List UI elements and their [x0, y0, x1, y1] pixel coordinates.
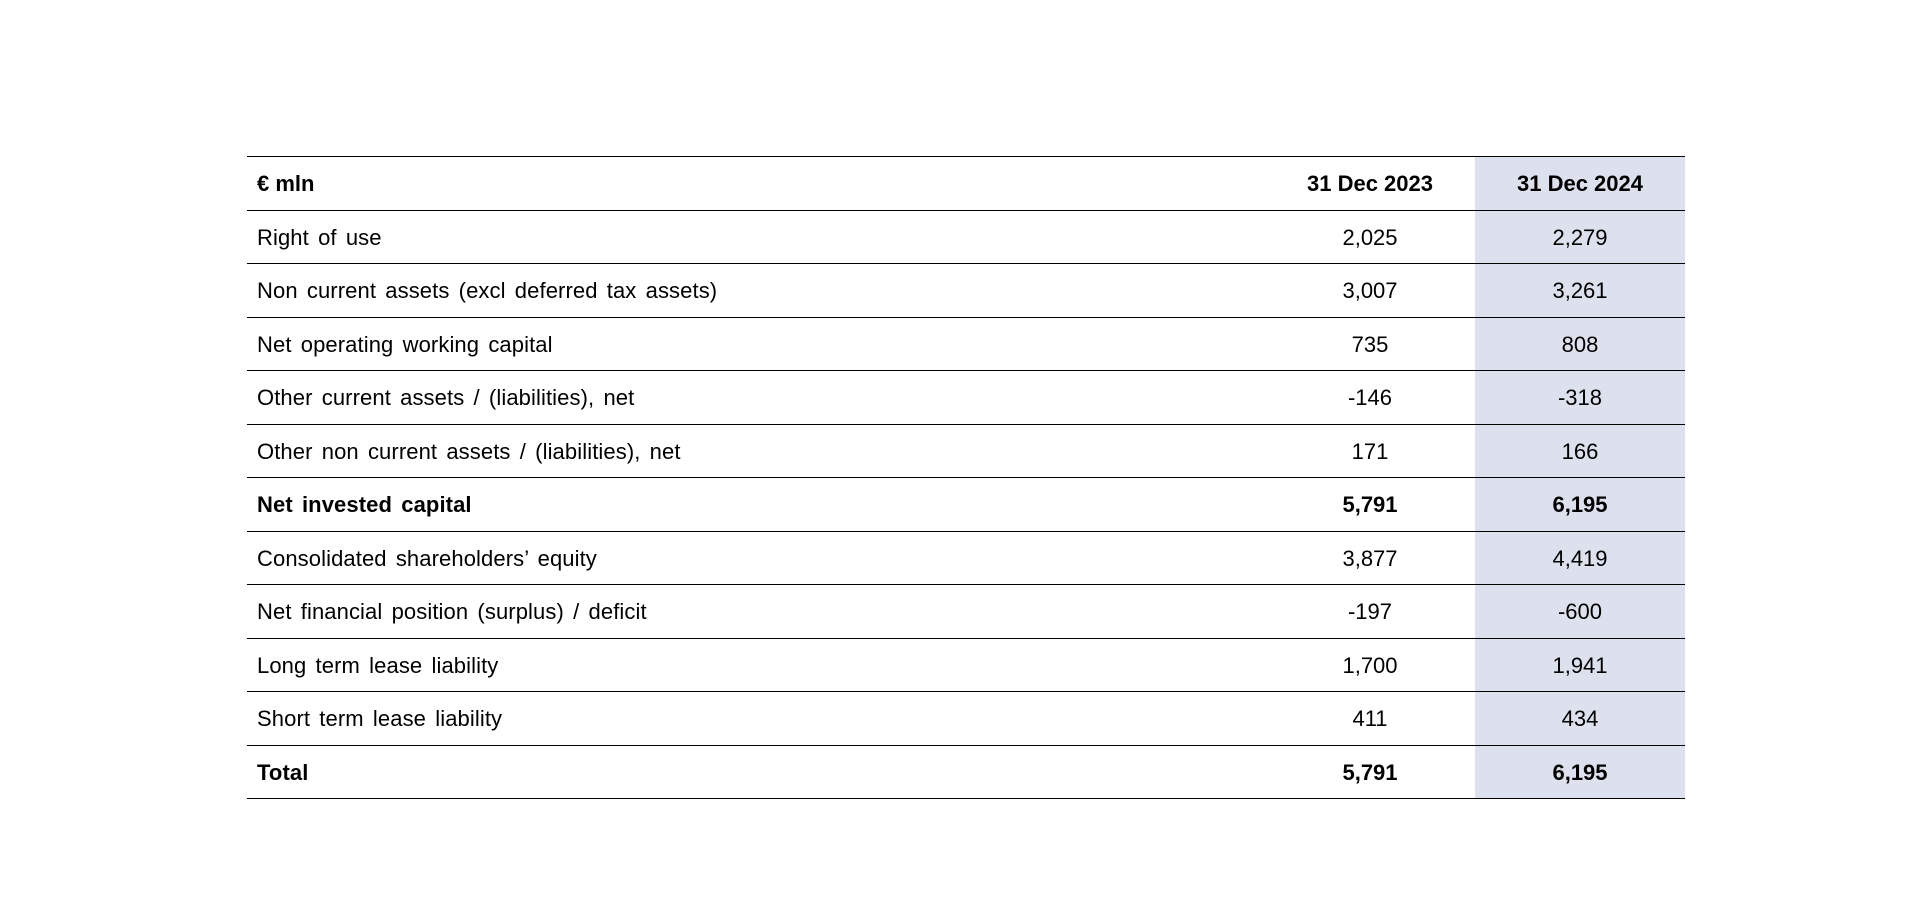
header-unit-label: € mln: [247, 157, 1265, 211]
row-value-2023: -146: [1265, 371, 1475, 425]
row-label: Short term lease liability: [247, 692, 1265, 746]
table-row: [247, 264, 1685, 318]
row-value-2023: 2,025: [1265, 210, 1475, 264]
table-row: [247, 638, 1685, 692]
row-label: Net invested capital: [247, 478, 1265, 532]
row-value-2024: 6,195: [1475, 745, 1685, 799]
row-value-2023: 411: [1265, 692, 1475, 746]
row-value-2024: 434: [1475, 692, 1685, 746]
row-label: Consolidated shareholders’ equity: [247, 531, 1265, 585]
invested-capital-table-wrapper: [247, 156, 1685, 799]
row-value-2023: 3,007: [1265, 264, 1475, 318]
table-row: [247, 531, 1685, 585]
invested-capital-table: [247, 156, 1685, 799]
row-value-2023: 1,700: [1265, 638, 1475, 692]
row-value-2023: 5,791: [1265, 478, 1475, 532]
row-value-2023: 171: [1265, 424, 1475, 478]
row-label: Net operating working capital: [247, 317, 1265, 371]
header-col-2024: 31 Dec 2024: [1475, 157, 1685, 211]
table-row: [247, 424, 1685, 478]
table-row: [247, 371, 1685, 425]
table-row: [247, 585, 1685, 639]
row-label: Other current assets / (liabilities), net: [247, 371, 1265, 425]
row-value-2024: 4,419: [1475, 531, 1685, 585]
table-row: [247, 692, 1685, 746]
row-value-2023: 5,791: [1265, 745, 1475, 799]
row-value-2023: -197: [1265, 585, 1475, 639]
row-label: Net financial position (surplus) / deficit: [247, 585, 1265, 639]
header-col-2023: 31 Dec 2023: [1265, 157, 1475, 211]
row-value-2024: 2,279: [1475, 210, 1685, 264]
row-value-2024: 808: [1475, 317, 1685, 371]
table-row: [247, 317, 1685, 371]
row-label: Total: [247, 745, 1265, 799]
row-label: Non current assets (excl deferred tax assets): [247, 264, 1265, 318]
table-total-row: [247, 745, 1685, 799]
row-label: Other non current assets / (liabilities), net: [247, 424, 1265, 478]
table-header-row: [247, 157, 1685, 211]
row-value-2024: 3,261: [1475, 264, 1685, 318]
table-subtotal-row: [247, 478, 1685, 532]
row-value-2024: 6,195: [1475, 478, 1685, 532]
row-value-2023: 3,877: [1265, 531, 1475, 585]
row-value-2024: 1,941: [1475, 638, 1685, 692]
row-value-2024: 166: [1475, 424, 1685, 478]
row-label: Right of use: [247, 210, 1265, 264]
row-label: Long term lease liability: [247, 638, 1265, 692]
table-row: [247, 210, 1685, 264]
row-value-2024: -318: [1475, 371, 1685, 425]
row-value-2024: -600: [1475, 585, 1685, 639]
row-value-2023: 735: [1265, 317, 1475, 371]
